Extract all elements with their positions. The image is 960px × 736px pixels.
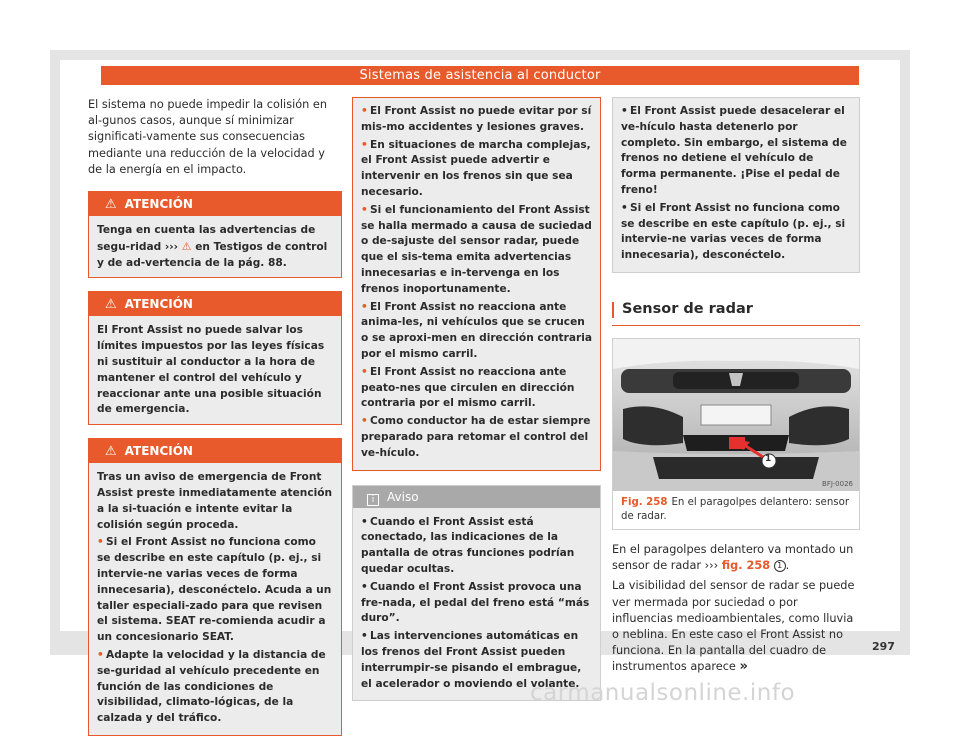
- page-number: 297: [872, 640, 895, 653]
- warning-title: ATENCIÓN: [124, 197, 193, 212]
- list-item: [361, 365, 592, 412]
- warning-header: [89, 192, 341, 216]
- note-body: [353, 508, 600, 701]
- list-item-text: El Front Assist no puede evitar por sí mis-mo accidentes y lesiones graves.: [361, 105, 592, 133]
- list-item: [361, 138, 592, 201]
- list-item-text: Adapte la velocidad y la distancia de se-guridad al vehículo precedente en función de las condiciones de visibilidad, climato-lógicas, de la calzada y del tráfico.: [97, 648, 326, 725]
- list-item-text: Cuando el Front Assist está conectado, las indicaciones de la pantalla de otras funciones podrían quedar ocultas.: [361, 515, 575, 575]
- list-item-text: En situaciones de marcha complejas, el Front Assist puede advertir e intervenir en los frenos sin que sea necesario.: [361, 138, 591, 198]
- list-item: [621, 201, 851, 264]
- warning-triangle-icon: ⚠: [181, 239, 192, 253]
- list-item-text: Las intervenciones automáticas en los frenos del Front Assist pueden interrumpir-se pisando el embrague, el acelerador o moviendo el volante.: [361, 630, 582, 690]
- warning-box-1: [88, 191, 342, 278]
- bullet-icon: •: [97, 648, 104, 661]
- warning-text-a: Tenga en cuenta las advertencias de segu-ridad ›››: [97, 224, 316, 253]
- radar-paragraph-2: [612, 578, 860, 675]
- list-item-text: Como conductor ha de estar siempre preparado para retomar el control del ve-hículo.: [361, 415, 591, 459]
- list-item-text: Si el funcionamiento del Front Assist se halla mermado a causa de suciedad o de-sajuste del sensor radar, puede que el sis-tema emita advertencias innecesarias e in-tervenga en los frenos inoportunamente.: [361, 203, 592, 295]
- warning-header: [89, 439, 341, 463]
- warning-continuation-box: [352, 97, 601, 471]
- bullet-icon: •: [361, 415, 368, 428]
- page-header: Sistemas de asistencia al conductor: [101, 66, 859, 85]
- watermark: carmanualsonline.info: [530, 680, 796, 706]
- list-item-text: Si el Front Assist no funciona como se describe en este capítulo (p. ej., si intervie-ne varias veces de forma innecesaria), desconéctelo.: [621, 201, 846, 262]
- callout-number: 1: [774, 560, 786, 572]
- warning-header: [89, 292, 341, 316]
- list-item: [361, 104, 592, 136]
- bullet-icon: •: [621, 201, 628, 214]
- list-item: [361, 515, 592, 578]
- warning-text: [89, 216, 341, 277]
- section-accent-bar: [612, 302, 614, 318]
- note-box: [352, 485, 601, 702]
- section-heading: [612, 301, 860, 326]
- list-item-text: El Front Assist no reacciona ante peato-nes que circulen en dirección contraria por el mismo carril.: [361, 365, 575, 410]
- list-item: [97, 648, 333, 727]
- figure: [612, 338, 860, 530]
- list-item-text: Si el Front Assist no funciona como se describe en este capítulo (p. ej., si intervie-ne varias veces de forma innecesaria), desconéctelo. Acuda a un taller especiali-zado para que revisen el sistema. SEAT re-comienda acudir a un concesionario SEAT.: [97, 536, 332, 644]
- figure-number: Fig. 258: [621, 496, 668, 508]
- warning-title: ATENCIÓN: [124, 444, 193, 459]
- bullet-icon: •: [361, 515, 368, 528]
- list-item: [621, 104, 851, 199]
- paragraph-text: La visibilidad del sensor de radar se puede ver mermada por suciedad o por influencias medioambientales, como lluvia o neblina. En este caso el Front Assist no funciona. En la pantalla del cuadro de instrumentos aparece: [612, 579, 855, 674]
- bullet-icon: •: [97, 536, 104, 549]
- paragraph-text: .: [785, 559, 790, 573]
- warning-title: ATENCIÓN: [124, 297, 193, 312]
- figure-marker: 1: [765, 453, 772, 464]
- warning-text: El Front Assist no puede salvar los límites impuestos por las leyes físicas ni sustituir al conductor a la hora de mantener el control del vehículo y reaccionar ante una posible situación de emergencia.: [89, 316, 341, 424]
- warning-triangle-icon: ⚠: [105, 197, 117, 213]
- warning-text: Tras un aviso de emergencia de Front Assist preste inmediatamente atención a la si-tuación e intente evitar la colisión según proceda.: [97, 471, 333, 531]
- warning-body: [89, 463, 341, 735]
- warning-link-text[interactable]: en Testigos de control y de ad-vertencia de la pág. 88.: [97, 240, 328, 269]
- bullet-icon: •: [621, 105, 628, 117]
- list-item: [361, 203, 592, 298]
- note-header: [353, 486, 600, 508]
- warning-triangle-icon: ⚠: [105, 297, 117, 313]
- bullet-icon: •: [361, 203, 368, 216]
- list-item: [361, 580, 592, 627]
- bullet-icon: •: [361, 300, 368, 313]
- column-middle: [352, 97, 601, 701]
- car-front-illustration: [613, 339, 859, 491]
- warning-triangle-icon: ⚠: [105, 444, 117, 460]
- list-item-text: El Front Assist puede desacelerar el ve-hículo hasta detenerlo por completo. Sin embargo, el sistema de frenos no detiene el vehículo de forma permanente. ¡Pise el pedal de freno!: [621, 105, 847, 196]
- list-item: [361, 300, 592, 363]
- bullet-icon: •: [361, 580, 368, 593]
- radar-paragraph-1: [612, 542, 860, 574]
- warning-box-3: [88, 438, 342, 736]
- info-icon: i: [367, 494, 379, 506]
- figure-link[interactable]: fig. 258: [721, 559, 771, 573]
- list-item-text: Cuando el Front Assist provoca una fre-nada, el pedal del freno está “más duro”.: [361, 580, 590, 625]
- bullet-icon: •: [361, 365, 368, 378]
- bullet-icon: •: [361, 105, 368, 117]
- figure-caption-text: En el paragolpes delantero: sensor de radar.: [621, 496, 850, 522]
- warning-continuation-box: [612, 97, 860, 273]
- figure-caption: [613, 491, 859, 529]
- paragraph-text: En el paragolpes delantero va montado un sensor de radar ›››: [612, 542, 854, 573]
- figure-code: BFJ-0026: [822, 479, 853, 488]
- list-item: [97, 535, 333, 646]
- bullet-icon: •: [361, 138, 368, 151]
- intro-paragraph: El sistema no puede impedir la colisión en al-gunos casos, aunque sí minimizar significati-vamente sus consecuencias mediante una reducción de la velocidad y de la energía en el impacto.: [88, 98, 327, 176]
- warning-box-2: [88, 291, 342, 425]
- list-item: [361, 414, 592, 461]
- continue-arrow-icon: »: [739, 659, 748, 675]
- note-title: Aviso: [387, 489, 419, 504]
- bullet-icon: •: [361, 630, 368, 643]
- section-title: Sensor de radar: [622, 300, 753, 317]
- column-left: [88, 97, 342, 736]
- car-front-bumper-image: [613, 339, 859, 491]
- column-right: [612, 97, 860, 676]
- list-item-text: El Front Assist no reacciona ante anima-les, ni vehículos que se crucen o se aproxi-men en dirección contraria por el mismo carril.: [361, 300, 592, 360]
